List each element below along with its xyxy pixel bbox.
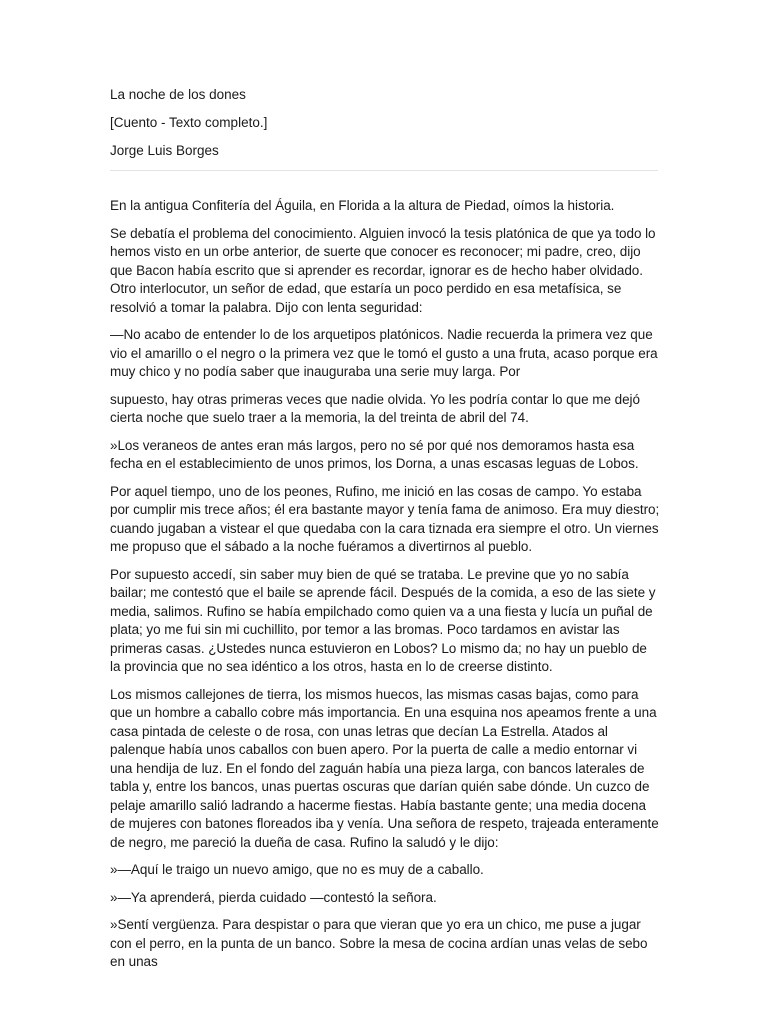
story-author: Jorge Luis Borges bbox=[110, 143, 219, 158]
story-subtitle: [Cuento - Texto completo.] bbox=[110, 115, 268, 130]
paragraph: Por supuesto accedí, sin saber muy bien de qué se trataba. Le previne que yo no sabía bailar; me contestó que el baile se aprende fácil. Después de la comida, a eso de las siete y media, salimos. Rufino se había empilchado como quien va a una fiesta y lucía un puñal de plata; yo me fui sin mi cuchillito, por temor a las bromas. Poco tardamos en avistar las primeras casas. ¿Ustedes nunca estuvieron en Lobos? Lo mismo da; no hay un pueblo de la provincia que no sea idéntico a los otros, hasta en lo de creerse distinto. bbox=[110, 566, 656, 674]
paragraph: »Sentí vergüenza. Para despistar o para que vieran que yo era un chico, me puse a jugar con el perro, en la punta de un banco. Sobre la mesa de cocina ardían unas velas de sebo en unas bbox=[110, 917, 648, 969]
paragraph: Los mismos callejones de tierra, los mismos huecos, las mismas casas bajas, como para que un hombre a caballo cobre más importancia. En una esquina nos apeamos frente a una casa pintada de celeste o de rosa, con unas letras que decían La Estrella. Atados al palenque había unos caballos con buen apero. Por la puerta de calle a medio entornar vi una hendija de luz. En el fondo del zaguán había una pieza larga, con bancos laterales de tabla y, entre los bancos, unas puertas oscuras que darían quién sabe dónde. Un cuzco de pelaje amarillo salió ladrando a hacerme fiestas. Había bastante gente; una media docena de mujeres con batones floreados iba y venía. Una señora de respeto, trajeada enteramente de negro, me pareció la dueña de casa. Rufino la saludó y le dijo: bbox=[110, 686, 659, 850]
story-body bbox=[110, 197, 660, 972]
paragraph: Se debatía el problema del conocimiento. Alguien invocó la tesis platónica de que ya todo lo hemos visto en un orbe anterior, de suerte que conocer es reconocer; mi padre, creo, dijo que Bacon había escrito que si aprender es recordar, ignorar es de hecho haber olvidado. Otro interlocutor, un señor de edad, que estaría un poco perdido en esa metafísica, se resolvió a tomar la palabra. Dijo con lenta seguridad: bbox=[110, 225, 656, 315]
paragraph: En la antigua Confitería del Águila, en Florida a la altura de Piedad, oímos la historia. bbox=[110, 198, 615, 213]
paragraph: »Los veraneos de antes eran más largos, pero no sé por qué nos demoramos hasta esa fecha en el establecimiento de unos primos, los Dorna, a unas escasas leguas de Lobos. bbox=[110, 437, 639, 471]
paragraph: supuesto, hay otras primeras veces que nadie olvida. Yo les podría contar lo que me dejó cierta noche que suelo traer a la memoria, la del treinta de abril del 74. bbox=[110, 391, 640, 425]
paragraph: »—Aquí le traigo un nuevo amigo, que no es muy de a caballo. bbox=[110, 862, 484, 877]
paragraph: —No acabo de entender lo de los arquetipos platónicos. Nadie recuerda la primera vez que vio el amarillo o el negro o la primera vez que le tomó el gusto a una fruta, acaso porque era muy chico y no podía saber que inauguraba una serie muy larga. Por bbox=[110, 327, 658, 379]
document-page bbox=[110, 86, 660, 981]
story-title: La noche de los dones bbox=[110, 87, 246, 102]
header-divider bbox=[110, 170, 658, 171]
paragraph: »—Ya aprenderá, pierda cuidado —contestó la señora. bbox=[110, 889, 437, 905]
paragraph: Por aquel tiempo, uno de los peones, Rufino, me inició en las cosas de campo. Yo estaba por cumplir mis trece años; él era bastante mayor y tenía fama de animoso. Era muy diestro; cuando jugaban a vistear el que quedaba con la cara tiznada era siempre el otro. Un viernes me propuso que el sábado a la noche fuéramos a divertirnos al pueblo. bbox=[110, 483, 660, 554]
